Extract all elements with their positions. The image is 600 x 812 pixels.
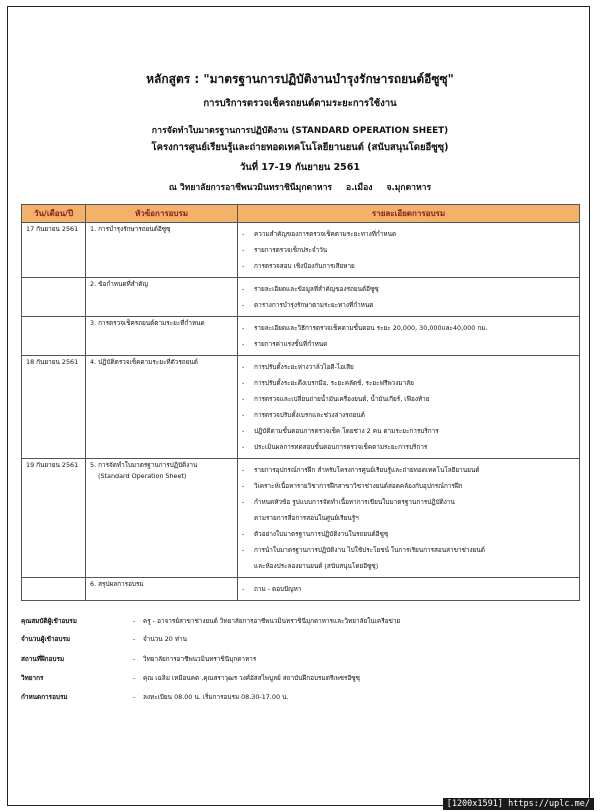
detail-text: วิเคราะห์เนื้อหารายวิชาการฝึกสาขาวิชาช่างยนต์สอดคล้องกับอุปกรณ์การฝึก (254, 482, 463, 490)
bullet-dash: - (242, 466, 245, 474)
bullet-dash: - (133, 617, 136, 625)
bullet-dash: - (242, 285, 245, 293)
detail-item (242, 375, 575, 391)
detail-item (242, 558, 575, 574)
col-topic-header: หัวข้อการอบรม (86, 205, 238, 223)
row-topic (86, 278, 238, 317)
detail-item (242, 510, 575, 526)
bullet-dash: - (242, 363, 245, 371)
row-details (238, 459, 580, 578)
info-label: จำนวนผู้เข้าอบรม (21, 635, 71, 643)
detail-item (242, 258, 575, 274)
detail-text: กำหนดหัวข้อ รูปแบบการจัดทำเนื้อหาการเขียนใบมาตรฐานการปฏิบัติงาน (254, 498, 455, 506)
bullet-dash: - (242, 340, 245, 348)
info-value (133, 692, 288, 702)
row-topic (86, 459, 238, 578)
bullet-dash: - (242, 443, 245, 451)
detail-item (242, 320, 575, 336)
detail-text: ตัวอย่างใบมาตรฐานการปฏิบัติงานในรถยนต์อีซูซุ (254, 530, 389, 538)
detail-text: รายละเอียดและวิธีการตรวจเช็คตามขั้นตอน ระยะ 20,000, 30,000และ40,000 กม. (254, 324, 488, 332)
info-value (133, 673, 360, 683)
table-row (22, 578, 580, 601)
detail-text: ถาม - ตอบปัญหา (254, 585, 302, 593)
table-row (22, 317, 580, 356)
detail-text: รายละเอียดและข้อมูลที่สำคัญของรถยนต์อีซูซุ (254, 285, 379, 293)
detail-text: และห้องประลองยานยนต์ (สนับสนุนโดยอีซูซุ) (254, 562, 379, 570)
bullet-dash: - (242, 411, 245, 419)
detail-text: ความสำคัญของการตรวจเช็คตามระยะทางที่กำหนด (254, 230, 397, 238)
detail-text: ตามรายการสื่อการสอนในศูนย์เรียนรู้ฯ (254, 514, 359, 522)
bullet-dash: - (133, 693, 136, 701)
topic-line: (Standard Operation Sheet) (98, 471, 187, 480)
detail-text: การตรวจสอบ เชิงป้องกันการเสียหาย (254, 262, 355, 270)
topic-line: 5. การจัดทำใบมาตรฐานการปฏิบัติงาน (90, 461, 198, 469)
row-date (22, 317, 86, 356)
detail-text: รายการตรวจเช็กประจำวัน (254, 246, 328, 254)
table-row (22, 278, 580, 317)
row-details (238, 317, 580, 356)
col-detail-header: รายละเอียดการอบรม (238, 205, 580, 223)
detail-item (242, 242, 575, 258)
info-value-text: จำนวน 20 ท่าน (143, 635, 188, 643)
info-label: วิทยากร (21, 674, 44, 682)
detail-item (242, 581, 575, 597)
venue-district: อ.เมือง (346, 183, 373, 193)
detail-item (242, 478, 575, 494)
venue-line (0, 180, 600, 194)
detail-text: การนำใบมาตรฐานการปฏิบัติงาน ไปใช้ประโยชน์ ในการเรียนการสอนสาขาช่างยนต์ (254, 546, 485, 554)
bullet-dash: - (242, 246, 245, 254)
detail-text: การปรับตั้งระยะดึงเบรกมือ, ระยะคลัตช์, ระยะฟรีพวงมาลัย (254, 379, 414, 387)
detail-item (242, 226, 575, 242)
schedule-table (21, 204, 580, 601)
course-subtitle: การบริการตรวจเช็ครถยนต์ตามระยะการใช้งาน (203, 98, 397, 109)
project-name: โครงการศูนย์เรียนรู้และถ่ายทอดเทคโนโลยียานยนต์ (สนับสนุนโดยอีซูซุ) (151, 142, 449, 153)
detail-text: ประเมินผลการทดสอบขั้นตอนการตรวจเช็คตามระยะการบริการ (254, 443, 428, 451)
table-header-row (22, 205, 580, 223)
info-value-text: วิทยาลัยการอาชีพนวมินทราชินีมุกดาหาร (143, 655, 257, 663)
row-details (238, 278, 580, 317)
info-value (133, 634, 187, 644)
table-row (22, 356, 580, 459)
detail-item (242, 542, 575, 558)
row-topic (86, 223, 238, 278)
bullet-dash: - (133, 674, 136, 682)
info-value-text: ลงทะเบียน 08.00 น. เริ่มการอบรม 08.30-17.00 น. (143, 693, 289, 701)
bullet-dash: - (242, 324, 245, 332)
sheet-line: การจัดทำใบมาตรฐานการปฏิบัติงาน (STANDARD OPERATION SHEET) (151, 126, 449, 136)
detail-text: ตารางการบำรุงรักษาตามระยะทางที่กำหนด (254, 301, 374, 309)
row-date (22, 278, 86, 317)
row-date (22, 578, 86, 601)
bullet-dash: - (133, 655, 136, 663)
table-row (22, 459, 580, 578)
bullet-dash: - (242, 262, 245, 270)
row-details (238, 223, 580, 278)
topic-line: 4. ปฏิบัติตรวจเช็คตามระยะที่ตัวรถยนต์ (90, 358, 198, 366)
detail-item (242, 526, 575, 542)
detail-item (242, 391, 575, 407)
row-date: 18 กันยายน 2561 (22, 356, 86, 459)
venue-province: จ.มุกดาหาร (386, 183, 432, 193)
info-label: กำหนดการอบรม (21, 693, 68, 701)
detail-item (242, 439, 575, 455)
bullet-dash: - (242, 427, 245, 435)
event-date: วันที่ 17-19 กันยายน 2561 (239, 162, 361, 173)
detail-text: การปรับตั้งระยะห่างวาล์วไอดี-ไอเสีย (254, 363, 354, 371)
detail-item (242, 359, 575, 375)
row-details (238, 578, 580, 601)
table-row (22, 223, 580, 278)
topic-line: 1. การบำรุงรักษารถยนต์อีซูซุ (90, 225, 171, 233)
detail-text: การตรวจปรับตั้งเบรกและช่วงล่างรถยนต์ (254, 411, 365, 419)
detail-text: การตรวจและเปลี่ยนถ่ายน้ำมันเครื่องยนต์, น้ำมันเกียร์, เฟืองท้าย (254, 395, 430, 403)
row-date: 19 กันยายน 2561 (22, 459, 86, 578)
bullet-dash: - (133, 635, 136, 643)
topic-line: 6. สรุปผลการอบรม (90, 580, 144, 588)
info-label: คุณสมบัติผู้เข้าอบรม (21, 617, 77, 625)
row-topic (86, 356, 238, 459)
topic-line: 3. การตรวจเช็ครถยนต์ตามระยะที่กำหนด (90, 319, 205, 327)
row-date: 17 กันยายน 2561 (22, 223, 86, 278)
bullet-dash: - (242, 482, 245, 490)
watermark-label: [1200x1591] https://uplc.me/ (443, 798, 594, 810)
course-title: หลักสูตร : "มาตรฐานการปฏิบัติงานบำรุงรักษารถยนต์อีซูซุ" (146, 72, 454, 86)
bullet-dash: - (242, 395, 245, 403)
bullet-dash: - (242, 230, 245, 238)
detail-item (242, 336, 575, 352)
col-date-header: วัน/เดือน/ปี (22, 205, 86, 223)
detail-item (242, 423, 575, 439)
row-topic (86, 317, 238, 356)
row-details (238, 356, 580, 459)
info-value-text: ครู - อาจารย์สาขาช่างยนต์ วิทยาลัยการอาชีพนวมินทราชินีมุกดาหารและวิทยาลัยในเครือข่าย (143, 617, 401, 625)
venue-name: ณ วิทยาลัยการอาชีพนวมินทราชินีมุกดาหาร (168, 183, 333, 193)
info-value (133, 616, 400, 626)
row-topic (86, 578, 238, 601)
topic-line: 2. ข้อกำหนดที่สำคัญ (90, 280, 148, 288)
bullet-dash: - (242, 379, 245, 387)
info-value-text: คุณ เฉลิม เหมือนคต ,คุณสราวุฒร วงศ์อัสสไพบูลย์ สถาบันฝึกอบรมตรีเพชรอีซูซุ (143, 674, 360, 682)
detail-text: รายการค่าแรงขั้นที่กำหนด (254, 340, 328, 348)
info-label: สถานที่ฝึกอบรม (21, 655, 65, 663)
detail-item (242, 281, 575, 297)
detail-item (242, 297, 575, 313)
bullet-dash: - (242, 301, 245, 309)
bullet-dash: - (242, 530, 245, 538)
detail-text: รายการอุปกรณ์การฝึก สำหรับโครงการศูนย์เรียนรู้และถ่ายทอดเทคโนโลยียานยนต์ (254, 466, 480, 474)
info-value (133, 654, 256, 664)
detail-item (242, 407, 575, 423)
detail-item (242, 462, 575, 478)
bullet-dash: - (242, 585, 245, 593)
bullet-dash: - (242, 498, 245, 506)
detail-text: ปฏิบัติตามขั้นตอนการตรวจเช็ค โดยช่าง 2 คน ตามระยะการบริการ (254, 427, 439, 435)
bullet-dash: - (242, 546, 245, 554)
detail-item (242, 494, 575, 510)
